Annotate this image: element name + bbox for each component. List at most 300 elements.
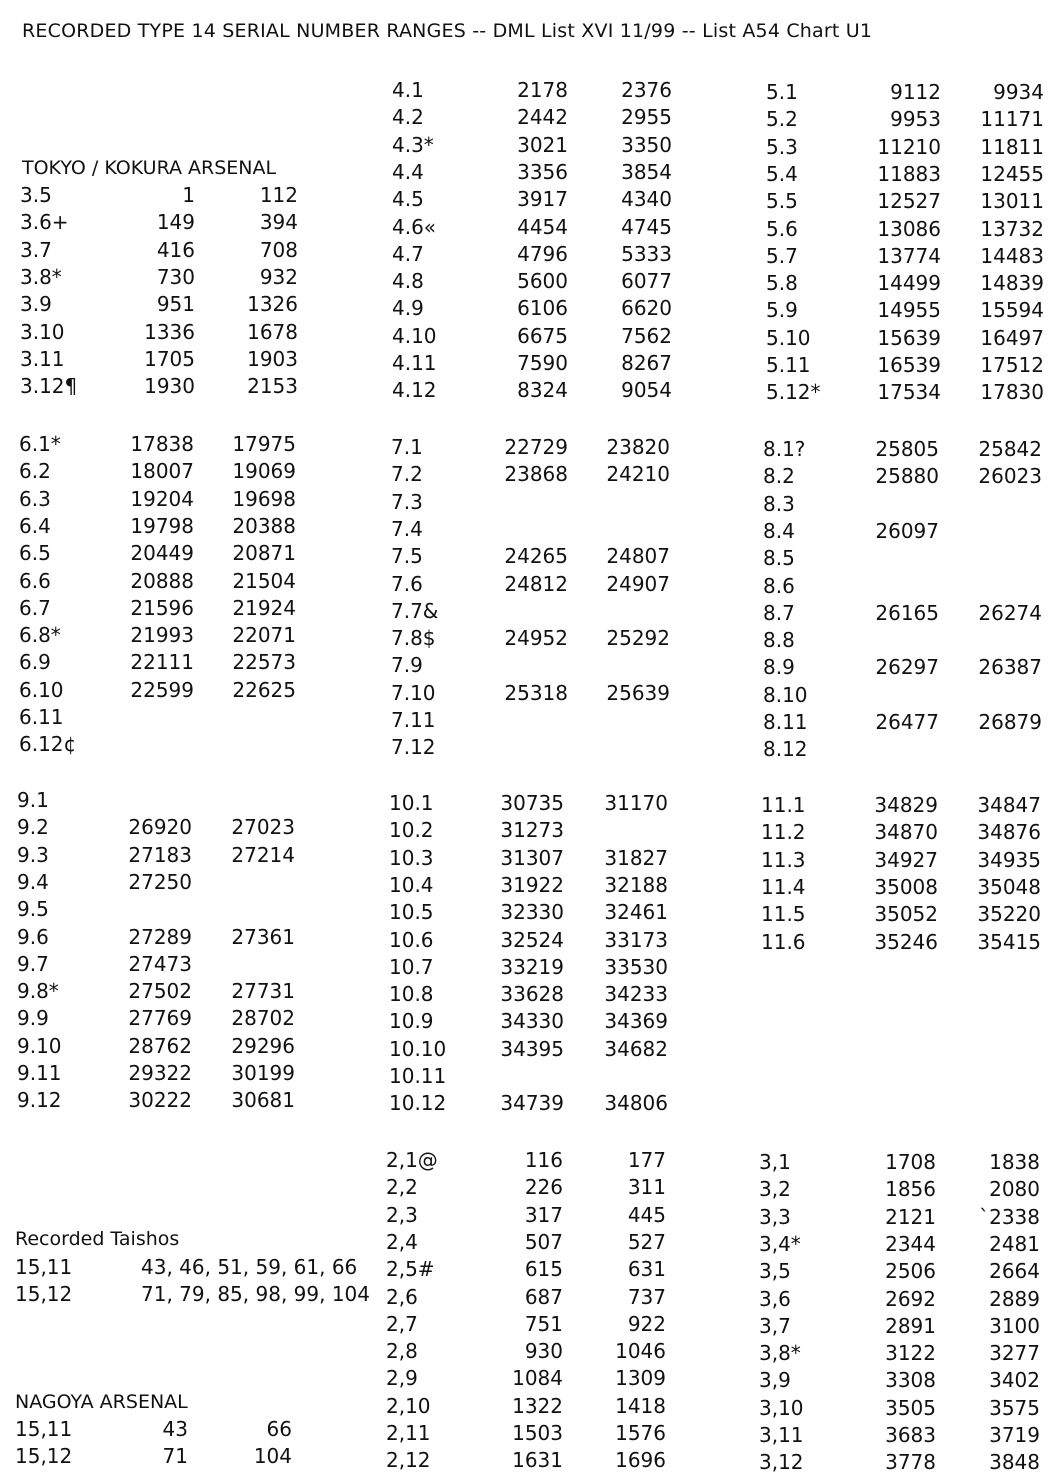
serial-end-cell: 1678 xyxy=(247,319,298,344)
date-cell: 7.9 xyxy=(391,653,423,678)
date-cell: 10.6 xyxy=(389,927,434,952)
date-cell: 3,2 xyxy=(759,1177,791,1202)
date-cell: 2,6 xyxy=(386,1284,418,1309)
taisho-serials: 71, 79, 85, 98, 99, 104 xyxy=(141,1282,370,1306)
table-row xyxy=(391,572,674,599)
date-cell: 4.10 xyxy=(392,323,437,348)
serial-start-cell: 16539 xyxy=(877,353,941,377)
table-row xyxy=(759,1450,1044,1477)
date-cell: 3,3 xyxy=(759,1204,791,1229)
serial-start-cell: 24265 xyxy=(504,544,568,569)
table-row xyxy=(17,979,299,1006)
table-row xyxy=(386,1285,670,1312)
table-row xyxy=(19,459,300,486)
table-row xyxy=(391,681,674,708)
serial-start-cell: 17534 xyxy=(877,380,941,405)
table-row xyxy=(759,1259,1044,1286)
date-cell: 9.5 xyxy=(17,897,49,922)
date-cell: 9.1 xyxy=(17,788,49,812)
serial-end-cell: 14483 xyxy=(980,243,1044,268)
date-cell: 4.6« xyxy=(392,214,437,239)
table-row xyxy=(15,1417,296,1444)
table-row xyxy=(759,1341,1044,1368)
table-row xyxy=(392,215,676,242)
date-cell: 9.8* xyxy=(17,979,59,1004)
table-row xyxy=(17,1006,299,1033)
date-cell: 8.6 xyxy=(763,573,795,598)
serial-end-cell: 33530 xyxy=(604,954,668,979)
date-cell: 3,12 xyxy=(759,1450,804,1475)
date-cell: 3,8* xyxy=(759,1341,801,1366)
serial-start-cell: 26920 xyxy=(128,815,192,840)
date-cell: 5.7 xyxy=(766,243,798,268)
serial-start-cell: 43 xyxy=(162,1417,188,1441)
date-cell: 11.1 xyxy=(761,793,806,817)
date-cell: 4.7 xyxy=(392,241,424,266)
serial-end-cell: 24907 xyxy=(606,571,670,596)
table-row xyxy=(763,737,1046,764)
serial-start-cell: 4796 xyxy=(517,241,568,266)
date-cell: 11.6 xyxy=(761,929,806,954)
serial-start-cell: 6106 xyxy=(517,296,568,321)
serial-end-cell: 25639 xyxy=(606,680,670,705)
serial-end-cell: 20871 xyxy=(232,541,296,566)
date-cell: 4.11 xyxy=(392,351,437,375)
serial-end-cell: 1309 xyxy=(615,1366,666,1391)
table-row xyxy=(389,982,672,1009)
table-row xyxy=(389,818,672,845)
table-row xyxy=(766,135,1048,162)
serial-end-cell: 9934 xyxy=(993,80,1044,104)
table-row xyxy=(19,623,300,650)
table-row xyxy=(761,793,1045,820)
serial-end-cell: 35220 xyxy=(977,902,1041,927)
date-cell: 9.11 xyxy=(17,1061,62,1085)
date-cell: 3.11 xyxy=(20,346,65,371)
serial-start-cell: 24812 xyxy=(504,571,568,596)
table-row xyxy=(17,815,299,842)
table-row xyxy=(392,160,676,187)
table-row xyxy=(392,78,676,105)
serial-start-cell: 20888 xyxy=(130,568,194,593)
date-cell: 6.2 xyxy=(19,459,51,484)
serial-start-cell: 951 xyxy=(156,292,195,317)
table-row xyxy=(20,210,302,237)
serial-end-cell: 32188 xyxy=(604,872,668,897)
serial-end-cell: 33173 xyxy=(604,927,668,952)
table-row xyxy=(759,1423,1044,1450)
date-cell: 9.6 xyxy=(17,924,49,949)
serial-start-cell: 2442 xyxy=(517,105,568,130)
serial-end-cell: 17830 xyxy=(980,380,1044,405)
date-cell: 10.1 xyxy=(389,791,434,815)
serial-end-cell: 4340 xyxy=(621,187,672,212)
table-row xyxy=(20,292,302,319)
serial-end-cell: 27361 xyxy=(231,924,295,949)
table-row xyxy=(17,870,299,897)
serial-start-cell: 29322 xyxy=(128,1061,192,1085)
date-cell: 6.9 xyxy=(19,650,51,675)
serial-end-cell: 2376 xyxy=(621,78,672,102)
date-cell: 4.4 xyxy=(392,159,424,184)
serial-start-cell: 22111 xyxy=(130,650,194,675)
serial-start-cell: 31307 xyxy=(500,845,564,870)
date-cell: 10.7 xyxy=(389,954,434,979)
date-cell: 7.1 xyxy=(391,435,423,459)
date-cell: 10.10 xyxy=(389,1036,447,1061)
serial-end-cell: 13732 xyxy=(980,216,1044,241)
date-cell: 6.6 xyxy=(19,568,51,593)
serial-end-cell: 27214 xyxy=(231,842,295,867)
serial-start-cell: 6675 xyxy=(517,323,568,348)
date-cell: 9.12 xyxy=(17,1088,62,1113)
table-row xyxy=(389,791,672,818)
table-row xyxy=(19,596,300,623)
date-cell: 11.5 xyxy=(761,902,806,927)
table-row xyxy=(392,378,676,405)
table-row xyxy=(759,1232,1044,1259)
serial-start-cell: 1322 xyxy=(512,1393,563,1418)
table-row xyxy=(391,735,674,762)
serial-start-cell: 33628 xyxy=(500,982,564,1007)
serial-end-cell: 13011 xyxy=(980,189,1044,214)
table-row xyxy=(389,1009,672,1036)
table-row xyxy=(386,1257,670,1284)
date-cell: 3,10 xyxy=(759,1395,804,1420)
date-cell: 8.3 xyxy=(763,491,795,516)
serial-start-cell: 19798 xyxy=(130,513,194,538)
table-row xyxy=(391,599,674,626)
date-cell: 2,12 xyxy=(386,1448,431,1473)
date-cell: 6.7 xyxy=(19,595,51,620)
serial-end-cell: 3848 xyxy=(989,1450,1040,1475)
serial-end-cell: 1903 xyxy=(247,346,298,371)
serial-start-cell: 751 xyxy=(524,1311,563,1336)
serial-end-cell: 9054 xyxy=(621,378,672,403)
date-cell: 5.2 xyxy=(766,107,798,132)
serial-start-cell: 2891 xyxy=(885,1313,936,1338)
date-cell: 3,11 xyxy=(759,1423,804,1447)
serial-end-cell: 19698 xyxy=(232,486,296,511)
table-row xyxy=(761,848,1045,875)
date-cell: 9.3 xyxy=(17,842,49,867)
table-row xyxy=(19,432,300,459)
nagoya-header: NAGOYA ARSENAL xyxy=(15,1391,188,1413)
table-row xyxy=(386,1421,670,1448)
table-row xyxy=(766,271,1048,298)
table-row xyxy=(20,183,302,210)
serial-start-cell: 30222 xyxy=(128,1088,192,1113)
serial-start-cell: 26097 xyxy=(875,518,939,543)
table-row xyxy=(761,875,1045,902)
serial-end-cell: 1838 xyxy=(989,1150,1040,1174)
serial-start-cell: 27183 xyxy=(128,842,192,867)
table-row xyxy=(766,244,1048,271)
date-cell: 7.12 xyxy=(391,735,436,760)
serial-start-cell: 34870 xyxy=(874,820,938,845)
table-row xyxy=(766,298,1048,325)
tokyo-kokura-header: TOKYO / KOKURA ARSENAL xyxy=(22,157,277,179)
table-row xyxy=(391,544,674,571)
serial-start-cell: 730 xyxy=(156,264,195,289)
date-cell: 5.1 xyxy=(766,80,798,104)
date-cell: 5.4 xyxy=(766,161,798,186)
table-row xyxy=(19,732,300,759)
serial-end-cell: 21504 xyxy=(232,568,296,593)
serial-start-cell: 19204 xyxy=(130,486,194,511)
serial-start-cell: 21596 xyxy=(130,595,194,620)
serial-end-cell: 3719 xyxy=(989,1423,1040,1447)
date-cell: 4.9 xyxy=(392,296,424,321)
table-row xyxy=(761,930,1045,957)
date-cell: 5.9 xyxy=(766,298,798,323)
serial-end-cell: 1696 xyxy=(615,1448,666,1473)
serial-end-cell: 23820 xyxy=(606,435,670,459)
serial-end-cell: 34876 xyxy=(977,820,1041,845)
serial-end-cell: 3277 xyxy=(989,1341,1040,1366)
serial-start-cell: 18007 xyxy=(130,459,194,484)
date-cell: 6.3 xyxy=(19,486,51,511)
serial-start-cell: 25880 xyxy=(875,464,939,489)
table-row xyxy=(392,133,676,160)
serial-end-cell: 24210 xyxy=(606,462,670,487)
table-row xyxy=(386,1312,670,1339)
serial-start-cell: 7590 xyxy=(517,351,568,375)
table-row xyxy=(761,820,1045,847)
serial-start-cell: 116 xyxy=(524,1148,563,1172)
serial-end-cell: 34369 xyxy=(604,1009,668,1034)
serial-end-cell: 35415 xyxy=(977,929,1041,954)
date-cell: 4.2 xyxy=(392,105,424,130)
date-cell: 5.10 xyxy=(766,325,811,350)
serial-end-cell: 16497 xyxy=(980,325,1044,350)
serial-end-cell: 31170 xyxy=(604,791,668,815)
serial-start-cell: 27769 xyxy=(128,1006,192,1031)
date-cell: 7.2 xyxy=(391,462,423,487)
serial-end-cell: 104 xyxy=(253,1444,292,1469)
serial-end-cell: 19069 xyxy=(232,459,296,484)
table-row xyxy=(17,897,299,924)
date-cell: 5.12* xyxy=(766,380,821,405)
table-row xyxy=(763,628,1046,655)
serial-start-cell: 17838 xyxy=(130,432,194,456)
table-row xyxy=(392,296,676,323)
serial-start-cell: 13774 xyxy=(877,243,941,268)
serial-end-cell: 12455 xyxy=(980,161,1044,186)
serial-start-cell: 27289 xyxy=(128,924,192,949)
serial-start-cell: 1708 xyxy=(885,1150,936,1174)
table-row xyxy=(386,1394,670,1421)
table-row xyxy=(386,1339,670,1366)
table-row xyxy=(763,601,1046,628)
table-row xyxy=(759,1396,1044,1423)
serial-end-cell: 2889 xyxy=(989,1286,1040,1311)
serial-start-cell: 14955 xyxy=(877,298,941,323)
table-row xyxy=(759,1287,1044,1314)
serial-end-cell: 27731 xyxy=(231,979,295,1004)
serial-end-cell: 20388 xyxy=(232,513,296,538)
serial-start-cell: 2692 xyxy=(885,1286,936,1311)
serial-end-cell: 2481 xyxy=(989,1231,1040,1256)
table-row xyxy=(20,265,302,292)
page-title: RECORDED TYPE 14 SERIAL NUMBER RANGES -- DML List XVI 11/99 -- List A54 Chart U1 xyxy=(22,20,873,42)
serial-start-cell: 26477 xyxy=(875,710,939,734)
date-cell: 7.11 xyxy=(391,708,436,732)
date-cell: 8.5 xyxy=(763,546,795,571)
serial-start-cell: 8324 xyxy=(517,378,568,403)
taisho-date: 15,12 xyxy=(15,1282,73,1306)
taisho-serials: 43, 46, 51, 59, 61, 66 xyxy=(141,1255,358,1279)
date-cell: 2,9 xyxy=(386,1366,418,1391)
date-cell: 2,8 xyxy=(386,1339,418,1364)
serial-start-cell: 34330 xyxy=(500,1009,564,1034)
table-row xyxy=(766,217,1048,244)
date-cell: 3,9 xyxy=(759,1368,791,1393)
serial-end-cell: 34233 xyxy=(604,982,668,1007)
date-cell: 2,4 xyxy=(386,1229,418,1254)
serial-end-cell: 26023 xyxy=(978,464,1042,489)
serial-start-cell: 3917 xyxy=(517,187,568,212)
serial-start-cell: 20449 xyxy=(130,541,194,566)
table-row xyxy=(759,1177,1044,1204)
serial-start-cell: 34395 xyxy=(500,1036,564,1061)
serial-start-cell: 1930 xyxy=(144,374,195,399)
serial-start-cell: 35052 xyxy=(874,902,938,927)
serial-start-cell: 27502 xyxy=(128,979,192,1004)
date-cell: 7.4 xyxy=(391,516,423,541)
date-cell: 3,4* xyxy=(759,1231,801,1256)
serial-start-cell: 27473 xyxy=(128,951,192,976)
table-row xyxy=(19,569,300,596)
date-cell: 10.5 xyxy=(389,900,434,925)
date-cell: 4.3* xyxy=(392,132,434,157)
date-cell: 4.5 xyxy=(392,187,424,212)
serial-start-cell: 4454 xyxy=(517,214,568,239)
date-cell: 8.11 xyxy=(763,710,808,734)
serial-end-cell: 26274 xyxy=(978,600,1042,625)
table-row xyxy=(392,242,676,269)
serial-end-cell: `2338 xyxy=(979,1204,1040,1229)
table-row xyxy=(766,107,1048,134)
date-cell: 3,5 xyxy=(759,1259,791,1284)
serial-start-cell: 15639 xyxy=(877,325,941,350)
date-cell: 2,10 xyxy=(386,1393,431,1418)
date-cell: 9.10 xyxy=(17,1033,62,1058)
table-row xyxy=(386,1175,670,1202)
serial-end-cell: 1418 xyxy=(615,1393,666,1418)
serial-start-cell: 34739 xyxy=(500,1091,564,1116)
table-row xyxy=(392,324,676,351)
table-row xyxy=(763,710,1046,737)
serial-end-cell: 22573 xyxy=(232,650,296,675)
table-row xyxy=(392,269,676,296)
table-row xyxy=(15,1444,296,1471)
serial-start-cell: 3683 xyxy=(885,1423,936,1447)
table-row xyxy=(759,1205,1044,1232)
date-cell: 4.12 xyxy=(392,378,437,403)
table-row xyxy=(766,353,1048,380)
table-row xyxy=(766,380,1048,407)
date-cell: 10.8 xyxy=(389,982,434,1007)
serial-end-cell: 22071 xyxy=(232,623,296,648)
serial-start-cell: 1631 xyxy=(512,1448,563,1473)
serial-end-cell: 3100 xyxy=(989,1313,1040,1338)
table-row xyxy=(386,1230,670,1257)
serial-start-cell: 25318 xyxy=(504,680,568,705)
date-cell: 3,6 xyxy=(759,1286,791,1311)
table-row xyxy=(391,490,674,517)
serial-start-cell: 3356 xyxy=(517,159,568,184)
date-cell: 8.4 xyxy=(763,518,795,543)
serial-start-cell: 31273 xyxy=(500,818,564,843)
serial-end-cell: 30681 xyxy=(231,1088,295,1113)
table-row xyxy=(389,1064,672,1091)
serial-end-cell: 2955 xyxy=(621,105,672,130)
serial-end-cell: 26879 xyxy=(978,710,1042,734)
date-cell: 5.3 xyxy=(766,134,798,159)
table-row xyxy=(391,653,674,680)
serial-end-cell: 394 xyxy=(259,210,298,235)
date-cell: 3.5 xyxy=(20,183,52,207)
table-row xyxy=(19,487,300,514)
serial-start-cell: 26297 xyxy=(875,655,939,680)
serial-start-cell: 317 xyxy=(524,1202,563,1227)
date-cell: 3.6+ xyxy=(20,210,69,235)
table-row xyxy=(20,238,302,265)
date-cell: 7.10 xyxy=(391,680,436,705)
date-cell: 10.11 xyxy=(389,1064,447,1088)
serial-end-cell: 34806 xyxy=(604,1091,668,1116)
table-row xyxy=(761,902,1045,929)
table-row xyxy=(17,1061,299,1088)
date-cell: 3,7 xyxy=(759,1313,791,1338)
table-row xyxy=(19,678,300,705)
serial-start-cell: 615 xyxy=(524,1257,563,1282)
table-row xyxy=(763,519,1046,546)
table-row xyxy=(19,650,300,677)
table-row xyxy=(391,517,674,544)
serial-end-cell: 3402 xyxy=(989,1368,1040,1393)
date-cell: 4.8 xyxy=(392,269,424,294)
serial-start-cell: 26165 xyxy=(875,600,939,625)
serial-end-cell: 4745 xyxy=(621,214,672,239)
date-cell: 3.8* xyxy=(20,264,62,289)
serial-start-cell: 35008 xyxy=(874,874,938,899)
serial-start-cell: 3021 xyxy=(517,132,568,157)
date-cell: 8.8 xyxy=(763,628,795,653)
table-row xyxy=(389,1091,672,1118)
serial-start-cell: 2344 xyxy=(885,1231,936,1256)
serial-start-cell: 11210 xyxy=(877,134,941,159)
date-cell: 2,7 xyxy=(386,1311,418,1336)
table-row xyxy=(17,788,299,815)
date-cell: 8.2 xyxy=(763,464,795,489)
table-row xyxy=(766,80,1048,107)
date-cell: 9.2 xyxy=(17,815,49,840)
date-cell: 8.1? xyxy=(763,437,806,461)
table-row xyxy=(391,435,674,462)
serial-end-cell: 1046 xyxy=(615,1339,666,1364)
table-row xyxy=(389,955,672,982)
serial-start-cell: 24952 xyxy=(504,626,568,651)
date-cell: 6.8* xyxy=(19,623,61,648)
serial-end-cell: 932 xyxy=(259,264,298,289)
serial-end-cell: 27023 xyxy=(231,815,295,840)
date-cell: 9.4 xyxy=(17,869,49,894)
table-row xyxy=(17,843,299,870)
serial-end-cell: 8267 xyxy=(621,351,672,375)
serial-end-cell: 34682 xyxy=(604,1036,668,1061)
